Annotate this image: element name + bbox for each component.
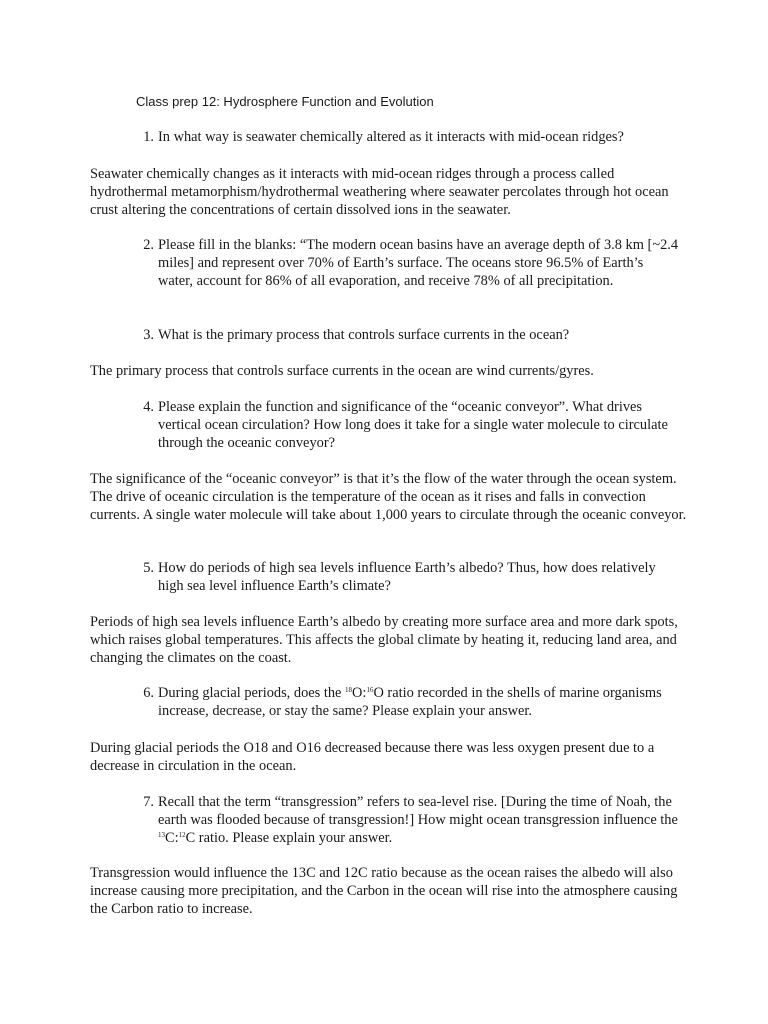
question-1 <box>136 128 680 146</box>
question-number: 7. <box>143 794 154 810</box>
question-number: 3. <box>143 327 154 343</box>
answer-3: The primary process that controls surface currents in the ocean are wind currents/gyres. <box>90 363 594 379</box>
question-number: 4. <box>143 399 154 415</box>
document-title: Class prep 12: Hydrosphere Function and Evolution <box>136 94 434 109</box>
isotope-superscript: 13 <box>158 831 165 839</box>
question-6 <box>136 684 680 720</box>
answer-5: Periods of high sea levels influence Earth’s albedo by creating more surface area and more dark spots, which raises global temperatures. This affects the global climate by heating it, reducing land area, and changing the climates on the coast. <box>90 614 678 666</box>
question-5 <box>136 559 680 595</box>
isotope-superscript: 16 <box>366 686 374 694</box>
question-text: Please explain the function and significance of the “oceanic conveyor”. What drives vertical ocean circulation? How long does it take for a single water molecule to circulate through the oceanic conveyor? <box>158 399 668 451</box>
answer-1: Seawater chemically changes as it interacts with mid-ocean ridges through a process called hydrothermal metamorphism/hydrothermal weathering where seawater percolates through hot ocean crust altering the concentrations of certain dissolved ions in the seawater. <box>90 166 669 218</box>
question-number: 6. <box>143 685 154 701</box>
question-text: During glacial periods, does the $^{18}$O:$^{16}$O ratio recorded in the shells of marine organisms increase, decrease, or stay the same? Please explain your answer. <box>158 685 662 719</box>
answer-7: Transgression would influence the 13C and 12C ratio because as the ocean raises the albedo will also increase causing more precipitation, and the Carbon in the ocean will rise into the atmosphere causing the Carbon ratio to increase. <box>90 865 678 917</box>
question-number: 5. <box>143 560 154 576</box>
answer-4: The significance of the “oceanic conveyor” is that it’s the flow of the water through the ocean system. The drive of oceanic circulation is the temperature of the ocean as it rises and falls in convection currents. A single water molecule will take about 1,000 years to circulate through the oceanic conveyor. <box>90 471 687 523</box>
isotope-superscript: 18 <box>345 686 353 694</box>
isotope-superscript: 12 <box>178 831 186 839</box>
question-4 <box>136 398 680 452</box>
question-7 <box>136 793 680 847</box>
answer-6: During glacial periods the O18 and O16 decreased because there was less oxygen present due to a decrease in circulation in the ocean. <box>90 740 655 774</box>
question-2 <box>136 236 680 290</box>
question-number: 1. <box>143 129 154 145</box>
question-text: In what way is seawater chemically altered as it interacts with mid-ocean ridges? <box>158 129 624 145</box>
question-number: 2. <box>143 237 154 253</box>
question-text: Recall that the term “transgression” refers to sea-level rise. [During the time of Noah, the earth was flooded because of transgression!] How might ocean transgression influence the $^{13}$C:$^{12}$C ratio. Please explain your answer. <box>158 794 678 846</box>
question-3 <box>136 326 680 344</box>
question-text: Please fill in the blanks: “The modern ocean basins have an average depth of 3.8 km [~2.4 miles] and represent over 70% of Earth’s surface. The oceans store 96.5% of Earth’s water, account for 86% of all evaporation, and receive 78% of all precipitation. <box>158 237 679 289</box>
question-text: How do periods of high sea levels influence Earth’s albedo? Thus, how does relatively high sea level influence Earth’s climate? <box>158 560 656 594</box>
question-text: What is the primary process that controls surface currents in the ocean? <box>158 327 570 343</box>
